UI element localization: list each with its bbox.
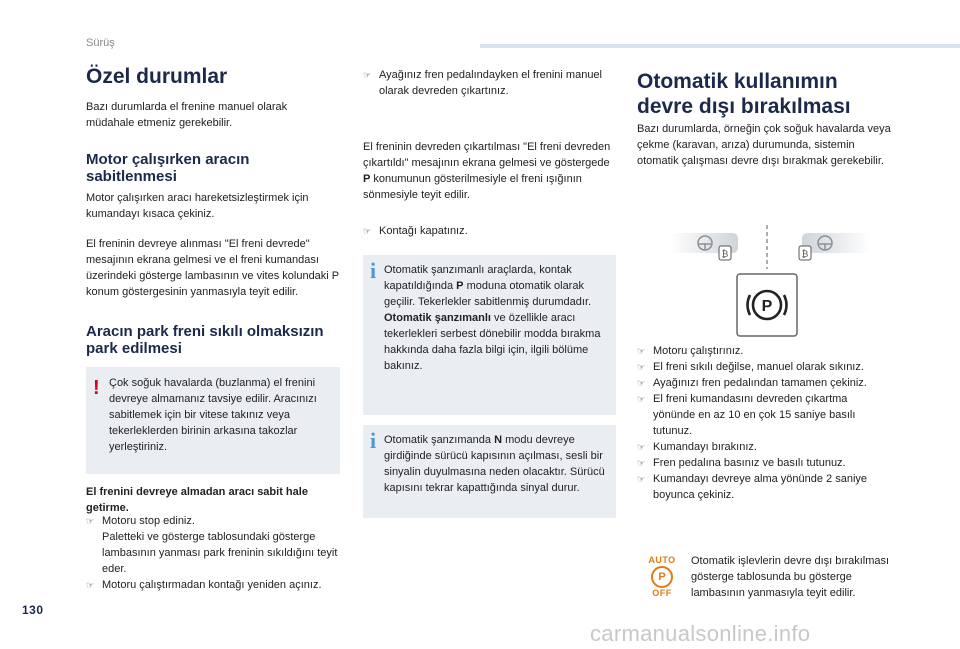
pointing-finger-icon: ☞: [363, 226, 372, 236]
bullet-list-col1: [86, 513, 344, 593]
bullet-ignition: [363, 223, 603, 239]
page-number: 130: [22, 603, 44, 617]
pointing-finger-icon: ☞: [86, 580, 95, 590]
pointing-finger-icon: ☞: [637, 458, 646, 468]
list-item: [637, 359, 895, 375]
info-text: [384, 432, 612, 496]
section-title-auto-off: Otomatik kullanımın devre dışı bırakılması: [637, 70, 851, 118]
list-item-text: Kontağı kapatınız.: [379, 225, 468, 237]
pointing-finger-icon: ☞: [637, 394, 646, 404]
off-label: OFF: [652, 588, 672, 598]
intro-text: Bazı durumlarda el frenine manuel olarak müdahale etmeniz gerekebilir.: [86, 101, 288, 129]
info-box-neutral: [363, 425, 616, 518]
pointing-finger-icon: ☞: [637, 442, 646, 452]
lever-tab-right-mark: ₿: [801, 249, 809, 259]
text-part: modu devreye girdiğinde sürücü kapısının açılması, sesli bir sinyalin duyulmasına neden olacaktır. Sürücü kapısını tekrar kapattığında sinyal durur.: [384, 434, 605, 494]
brake-lever-right: [802, 233, 870, 253]
info-text: [384, 262, 610, 374]
text-part: El freninin devreden çıkartılması "El freni devreden çıkartıldı" mesajının ekrana gelmesi ve göstergede: [363, 141, 611, 169]
steps-list: [637, 343, 895, 503]
list-item-text: Motoru çalıştırmadan kontağı yeniden açınız.: [102, 579, 322, 591]
list-item: [637, 471, 895, 503]
lever-tab-left-mark: ₿: [721, 249, 729, 259]
list-item-text: Motoru stop ediniz.: [102, 515, 195, 527]
pointing-finger-icon: ☞: [637, 346, 646, 356]
list-item: [86, 513, 344, 529]
text-part: konumunun gösterilmesiyle el freni ışığının sönmesiyle teyit edilir.: [363, 173, 582, 201]
auto-p-circle: P: [651, 566, 673, 588]
page-title: Özel durumlar: [86, 65, 228, 88]
list-item-text: Ayağınızı fren pedalından tamamen çekiniz.: [653, 377, 867, 389]
text-bold: P: [363, 173, 371, 185]
warning-text: Çok soğuk havalarda (buzlanma) el frenini devreye almamanız tavsiye edilir. Aracınızı sabitlemek için bir vitese takınız veya tekerleklerden birinin arkasına takozlar yerleştiriniz.: [109, 377, 317, 453]
list-item-text: Motoru çalıştırınız.: [653, 345, 744, 357]
pointing-finger-icon: ☞: [86, 516, 95, 526]
text-bold: Otomatik şanzımanlı: [384, 312, 491, 324]
paragraph-release: [363, 139, 619, 203]
warning-box: [86, 367, 340, 474]
paragraph-confirmation: El freninin devreye alınması "El freni devrede" mesajının ekrana gelmesi ve el freni kumandası üzerindeki gösterge lambasının ve vites kolundaki P konum göstergesinin yanmasıyla teyit edilir.: [86, 238, 339, 298]
list-item-text: Fren pedalına basınız ve basılı tutunuz.: [653, 457, 846, 469]
list-item-text: El freni sıkılı değilse, manuel olarak sıkınız.: [653, 361, 864, 373]
list-item: [363, 223, 603, 239]
list-item: [363, 67, 603, 99]
pointing-finger-icon: ☞: [363, 70, 372, 80]
watermark: carmanualsonline.info: [590, 621, 811, 646]
list-item: [637, 375, 895, 391]
list-item: [637, 439, 895, 455]
section-tag: Sürüş: [86, 37, 115, 49]
list-item: [637, 455, 895, 471]
list-item: [637, 391, 895, 439]
auto-label: AUTO: [648, 555, 676, 565]
list-item-text: Ayağınız fren pedalındayken el frenini manuel olarak devreden çıkartınız.: [379, 69, 602, 97]
paragraph-motor: Motor çalışırken aracı hareketsizleştirmek için kumandayı kısaca çekiniz.: [86, 192, 309, 220]
section-heading-motor: Motor çalışırken aracın sabitlenmesi: [86, 151, 250, 185]
pointing-finger-icon: ☞: [637, 362, 646, 372]
auto-off-icon: [646, 556, 678, 598]
bold-heading: El frenini devreye almadan aracı sabit hale getirme.: [86, 486, 308, 514]
section-heading-park: Aracın park freni sıkılı olmaksızın park edilmesi: [86, 323, 324, 357]
list-item-text: El freni kumandasını devreden çıkartma yönünde en az 10 en çok 15 saniye basılı tutunuz.: [653, 393, 856, 437]
text-bold: N: [494, 434, 503, 446]
pointing-finger-icon: ☞: [637, 378, 646, 388]
text-part: moduna otomatik olarak geçilir. Tekerlekler sabitlenmiş durumdadır.: [384, 280, 592, 308]
bullet-release: [363, 67, 603, 99]
exclamation-icon: !: [93, 377, 100, 399]
list-item: [86, 577, 344, 593]
text-part: ve özellikle aracı tekerlekleri serbest dönebilir modda bırakma hakkında daha fazla bilgi için, ilgili bölüme bakınız.: [384, 312, 601, 372]
list-item-subtext: Paletteki ve gösterge tablosundaki gösterge lambasının yanması park freninin sıkıldığını teyit eder.: [102, 531, 338, 575]
brake-p-letter: P: [761, 298, 773, 315]
info-icon: i: [370, 258, 377, 283]
pointing-finger-icon: ☞: [637, 474, 646, 484]
intro-text-auto-off: Bazı durumlarda, örneğin çok soğuk havalarda veya çekme (karavan, arıza) durumunda, sistemin otomatik çalışması devre dışı bırakmak gerekebilir.: [637, 123, 891, 167]
footer-note: Otomatik işlevlerin devre dışı bırakılması gösterge tablosunda bu gösterge lambasının yanmasıyla teyit edilir.: [691, 555, 890, 599]
text-bold: P: [456, 280, 464, 292]
info-icon: i: [370, 428, 377, 453]
list-item-text: Kumandayı bırakınız.: [653, 441, 757, 453]
header-bar: [480, 44, 960, 48]
list-item-text: Kumandayı devreye alma yönünde 2 saniye boyunca çekiniz.: [653, 473, 868, 501]
text-part: Otomatik şanzımanda: [384, 434, 495, 446]
parking-brake-illustration: [670, 223, 870, 353]
info-box-auto-gearbox: [363, 255, 616, 415]
list-item: [637, 343, 895, 359]
text-part: Otomatik şanzımanlı araçlarda, kontak kapatıldığında: [384, 264, 572, 292]
